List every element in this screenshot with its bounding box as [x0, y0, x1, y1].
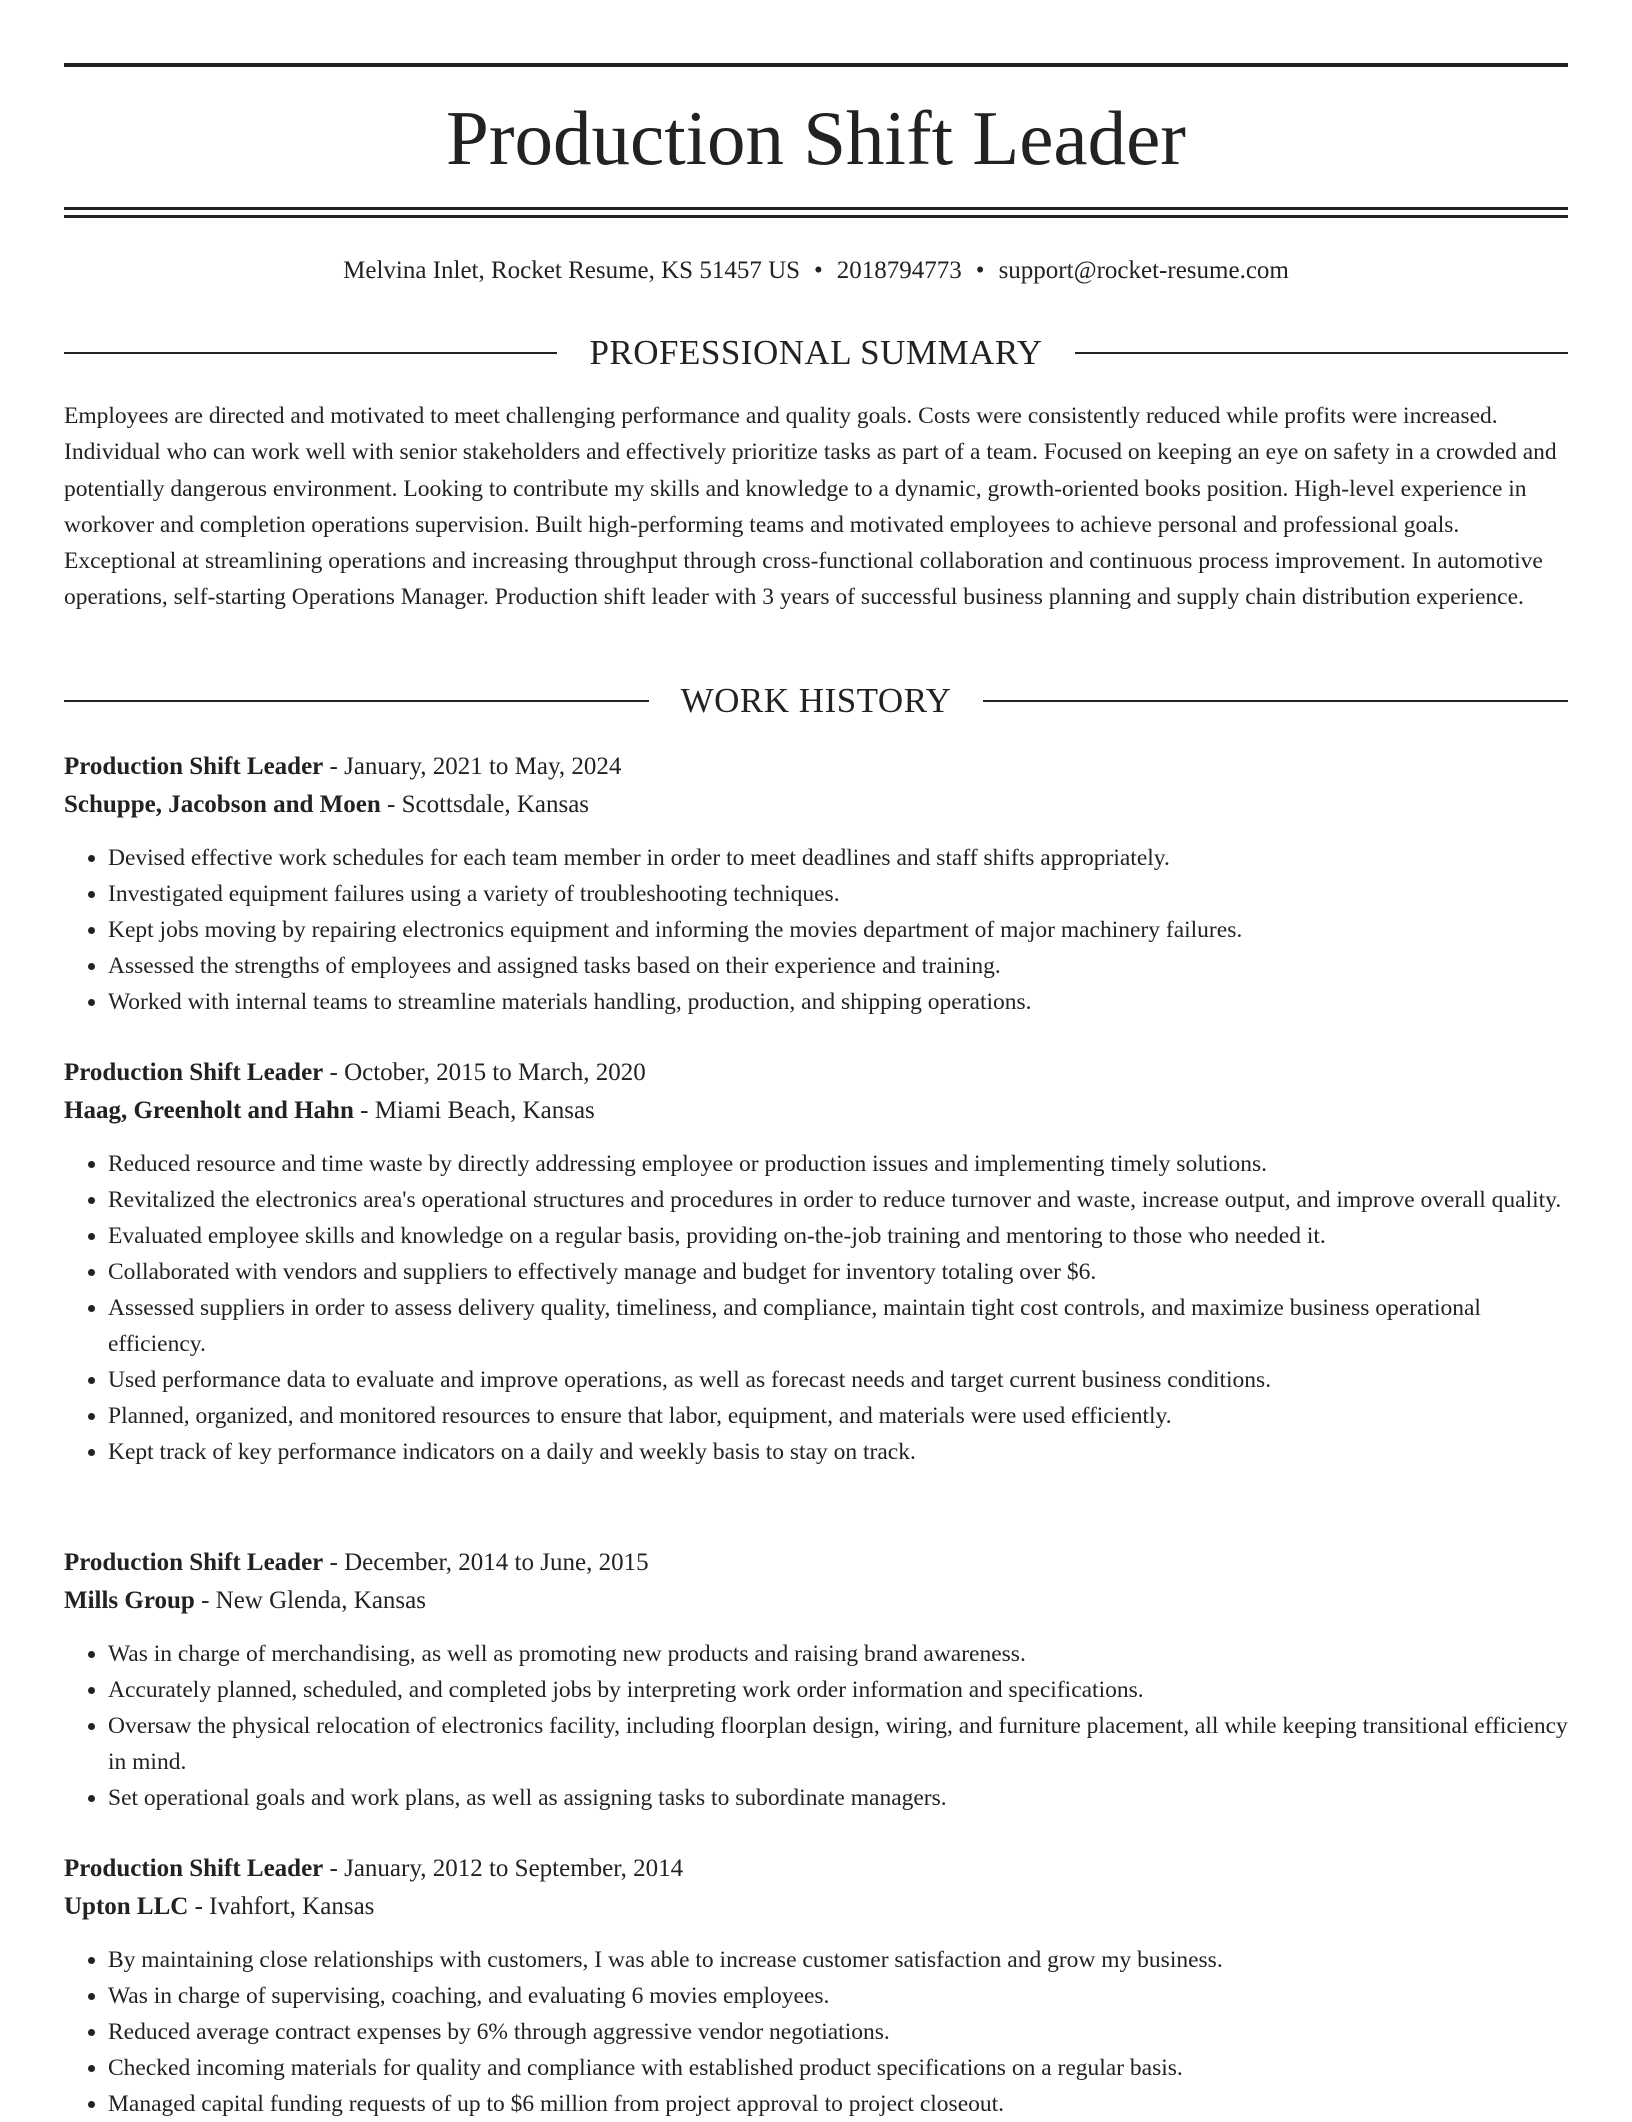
job-location: - Miami Beach, Kansas — [353, 1097, 595, 1124]
job-entry — [64, 1054, 1568, 1470]
job-dates: - December, 2014 to June, 2015 — [323, 1549, 649, 1576]
job-title-line — [64, 748, 1568, 786]
job-dates: - January, 2021 to May, 2024 — [323, 753, 622, 780]
job-company-line — [64, 1888, 1568, 1926]
job-dates: - October, 2015 to March, 2020 — [323, 1059, 646, 1086]
work-history-heading-label: WORK HISTORY — [680, 681, 952, 720]
job-bullet: • Kept track of key performance indicators on a daily and weekly basis to stay on track. — [108, 1434, 1568, 1470]
job-company: Schuppe, Jacobson and Moen — [64, 791, 381, 818]
job-company: Haag, Greenholt and Hahn — [64, 1097, 354, 1124]
job-bullet: • Reduced resource and time waste by directly addressing employee or production issues and implementing timely solutions. — [108, 1146, 1568, 1182]
title-rule-upper — [64, 207, 1568, 210]
job-bullets — [64, 1942, 1568, 2122]
job-title-line — [64, 1850, 1568, 1888]
job-title-line — [64, 1054, 1568, 1092]
contact-phone: 2018794773 — [836, 257, 962, 284]
job-bullets — [64, 840, 1568, 1020]
job-entry — [64, 748, 1568, 1020]
work-history-heading — [64, 679, 1568, 723]
job-bullet: • Devised effective work schedules for each team member in order to meet deadlines and staff shifts appropriately. — [108, 840, 1568, 876]
job-company-line — [64, 1092, 1568, 1130]
job-title-line — [64, 1544, 1568, 1582]
job-bullet: • Planned, organized, and monitored resources to ensure that labor, equipment, and materials were used efficiently. — [108, 1398, 1568, 1434]
job-bullet: • Revitalized the electronics area's operational structures and procedures in order to reduce turnover and waste, increase output, and improve overall quality. — [108, 1182, 1568, 1218]
job-bullet: • Kept jobs moving by repairing electronics equipment and informing the movies department of major machinery failures. — [108, 912, 1568, 948]
title-rule-lower — [64, 215, 1568, 218]
job-bullet: • Checked incoming materials for quality and compliance with established product specifications on a regular basis. — [108, 2050, 1568, 2086]
job-bullet: • By maintaining close relationships with customers, I was able to increase customer satisfaction and grow my business. — [108, 1942, 1568, 1978]
job-dates: - January, 2012 to September, 2014 — [323, 1855, 684, 1882]
summary-heading — [64, 331, 1568, 375]
job-location: - Ivahfort, Kansas — [188, 1893, 375, 1920]
job-bullet: • Oversaw the physical relocation of electronics facility, including floorplan design, wiring, and furniture placement, all while keeping transitional efficiency in mind. — [108, 1708, 1568, 1780]
job-bullet: • Worked with internal teams to streamline materials handling, production, and shipping operations. — [108, 984, 1568, 1020]
job-company-line — [64, 1582, 1568, 1620]
job-bullet: • Assessed the strengths of employees and assigned tasks based on their experience and training. — [108, 948, 1568, 984]
contact-line — [64, 254, 1568, 288]
heading-rule-right — [1075, 352, 1568, 354]
job-entry — [64, 1544, 1568, 1816]
job-title: Production Shift Leader — [64, 1549, 324, 1576]
job-company: Upton LLC — [64, 1893, 189, 1920]
job-entry — [64, 1850, 1568, 2122]
job-title: Production Shift Leader — [64, 1059, 324, 1086]
heading-rule-left — [64, 352, 557, 354]
contact-separator: • — [975, 257, 985, 284]
heading-rule-right — [983, 700, 1568, 702]
job-bullet: • Was in charge of supervising, coaching, and evaluating 6 movies employees. — [108, 1978, 1568, 2014]
job-bullet: • Used performance data to evaluate and improve operations, as well as forecast needs and target current business conditions. — [108, 1362, 1568, 1398]
job-bullet: • Managed capital funding requests of up to $6 million from project approval to project closeout. — [108, 2086, 1568, 2122]
page-title: Production Shift Leader — [446, 95, 1186, 181]
job-bullet: • Assessed suppliers in order to assess delivery quality, timeliness, and compliance, maintain tight cost controls, and maximize business operational efficiency. — [108, 1290, 1568, 1362]
job-company: Mills Group — [64, 1587, 195, 1614]
job-bullets — [64, 1636, 1568, 1816]
top-rule — [64, 63, 1568, 67]
job-location: - New Glenda, Kansas — [194, 1587, 426, 1614]
heading-rule-left — [64, 700, 649, 702]
contact-separator: • — [814, 257, 823, 284]
contact-email: support@rocket-resume.com — [998, 257, 1289, 284]
job-bullet: • Was in charge of merchandising, as well as promoting new products and raising brand awareness. — [108, 1636, 1568, 1672]
job-bullet: • Set operational goals and work plans, as well as assigning tasks to subordinate managers. — [108, 1780, 1568, 1816]
job-title: Production Shift Leader — [64, 753, 324, 780]
summary-heading-label: PROFESSIONAL SUMMARY — [589, 333, 1043, 372]
job-bullet: • Collaborated with vendors and suppliers to effectively manage and budget for inventory totaling over $6. — [108, 1254, 1568, 1290]
job-company-line — [64, 786, 1568, 824]
job-bullets — [64, 1146, 1568, 1470]
contact-address: Melvina Inlet, Rocket Resume, KS 51457 US — [343, 257, 801, 284]
job-title: Production Shift Leader — [64, 1855, 324, 1882]
job-bullet: • Accurately planned, scheduled, and completed jobs by interpreting work order information and specifications. — [108, 1672, 1568, 1708]
job-location: - Scottsdale, Kansas — [380, 791, 590, 818]
job-bullet: • Investigated equipment failures using a variety of troubleshooting techniques. — [108, 876, 1568, 912]
job-bullet: • Reduced average contract expenses by 6% through aggressive vendor negotiations. — [108, 2014, 1568, 2050]
job-bullet: • Evaluated employee skills and knowledge on a regular basis, providing on-the-job training and mentoring to those who needed it. — [108, 1218, 1568, 1254]
summary-text: Employees are directed and motivated to meet challenging performance and quality goals. Costs were consistently reduced while profits were increased. Individual who can work well with senior stakeholders and effectively prioritize tasks as part of a team. Focused on keeping an eye on safety in a crowded and potentially dangerous environment. Looking to contribute my skills and knowledge to a dynamic, growth-oriented books position. High-level experience in workover and completion operations supervision. Built high-performing teams and motivated employees to achieve personal and professional goals. Exceptional at streamlining operations and increasing throughput through cross-functional collaboration and continuous process improvement. In automotive operations, self-starting Operations Manager. Production shift leader with 3 years of successful business planning and supply chain distribution experience. — [64, 403, 1557, 611]
